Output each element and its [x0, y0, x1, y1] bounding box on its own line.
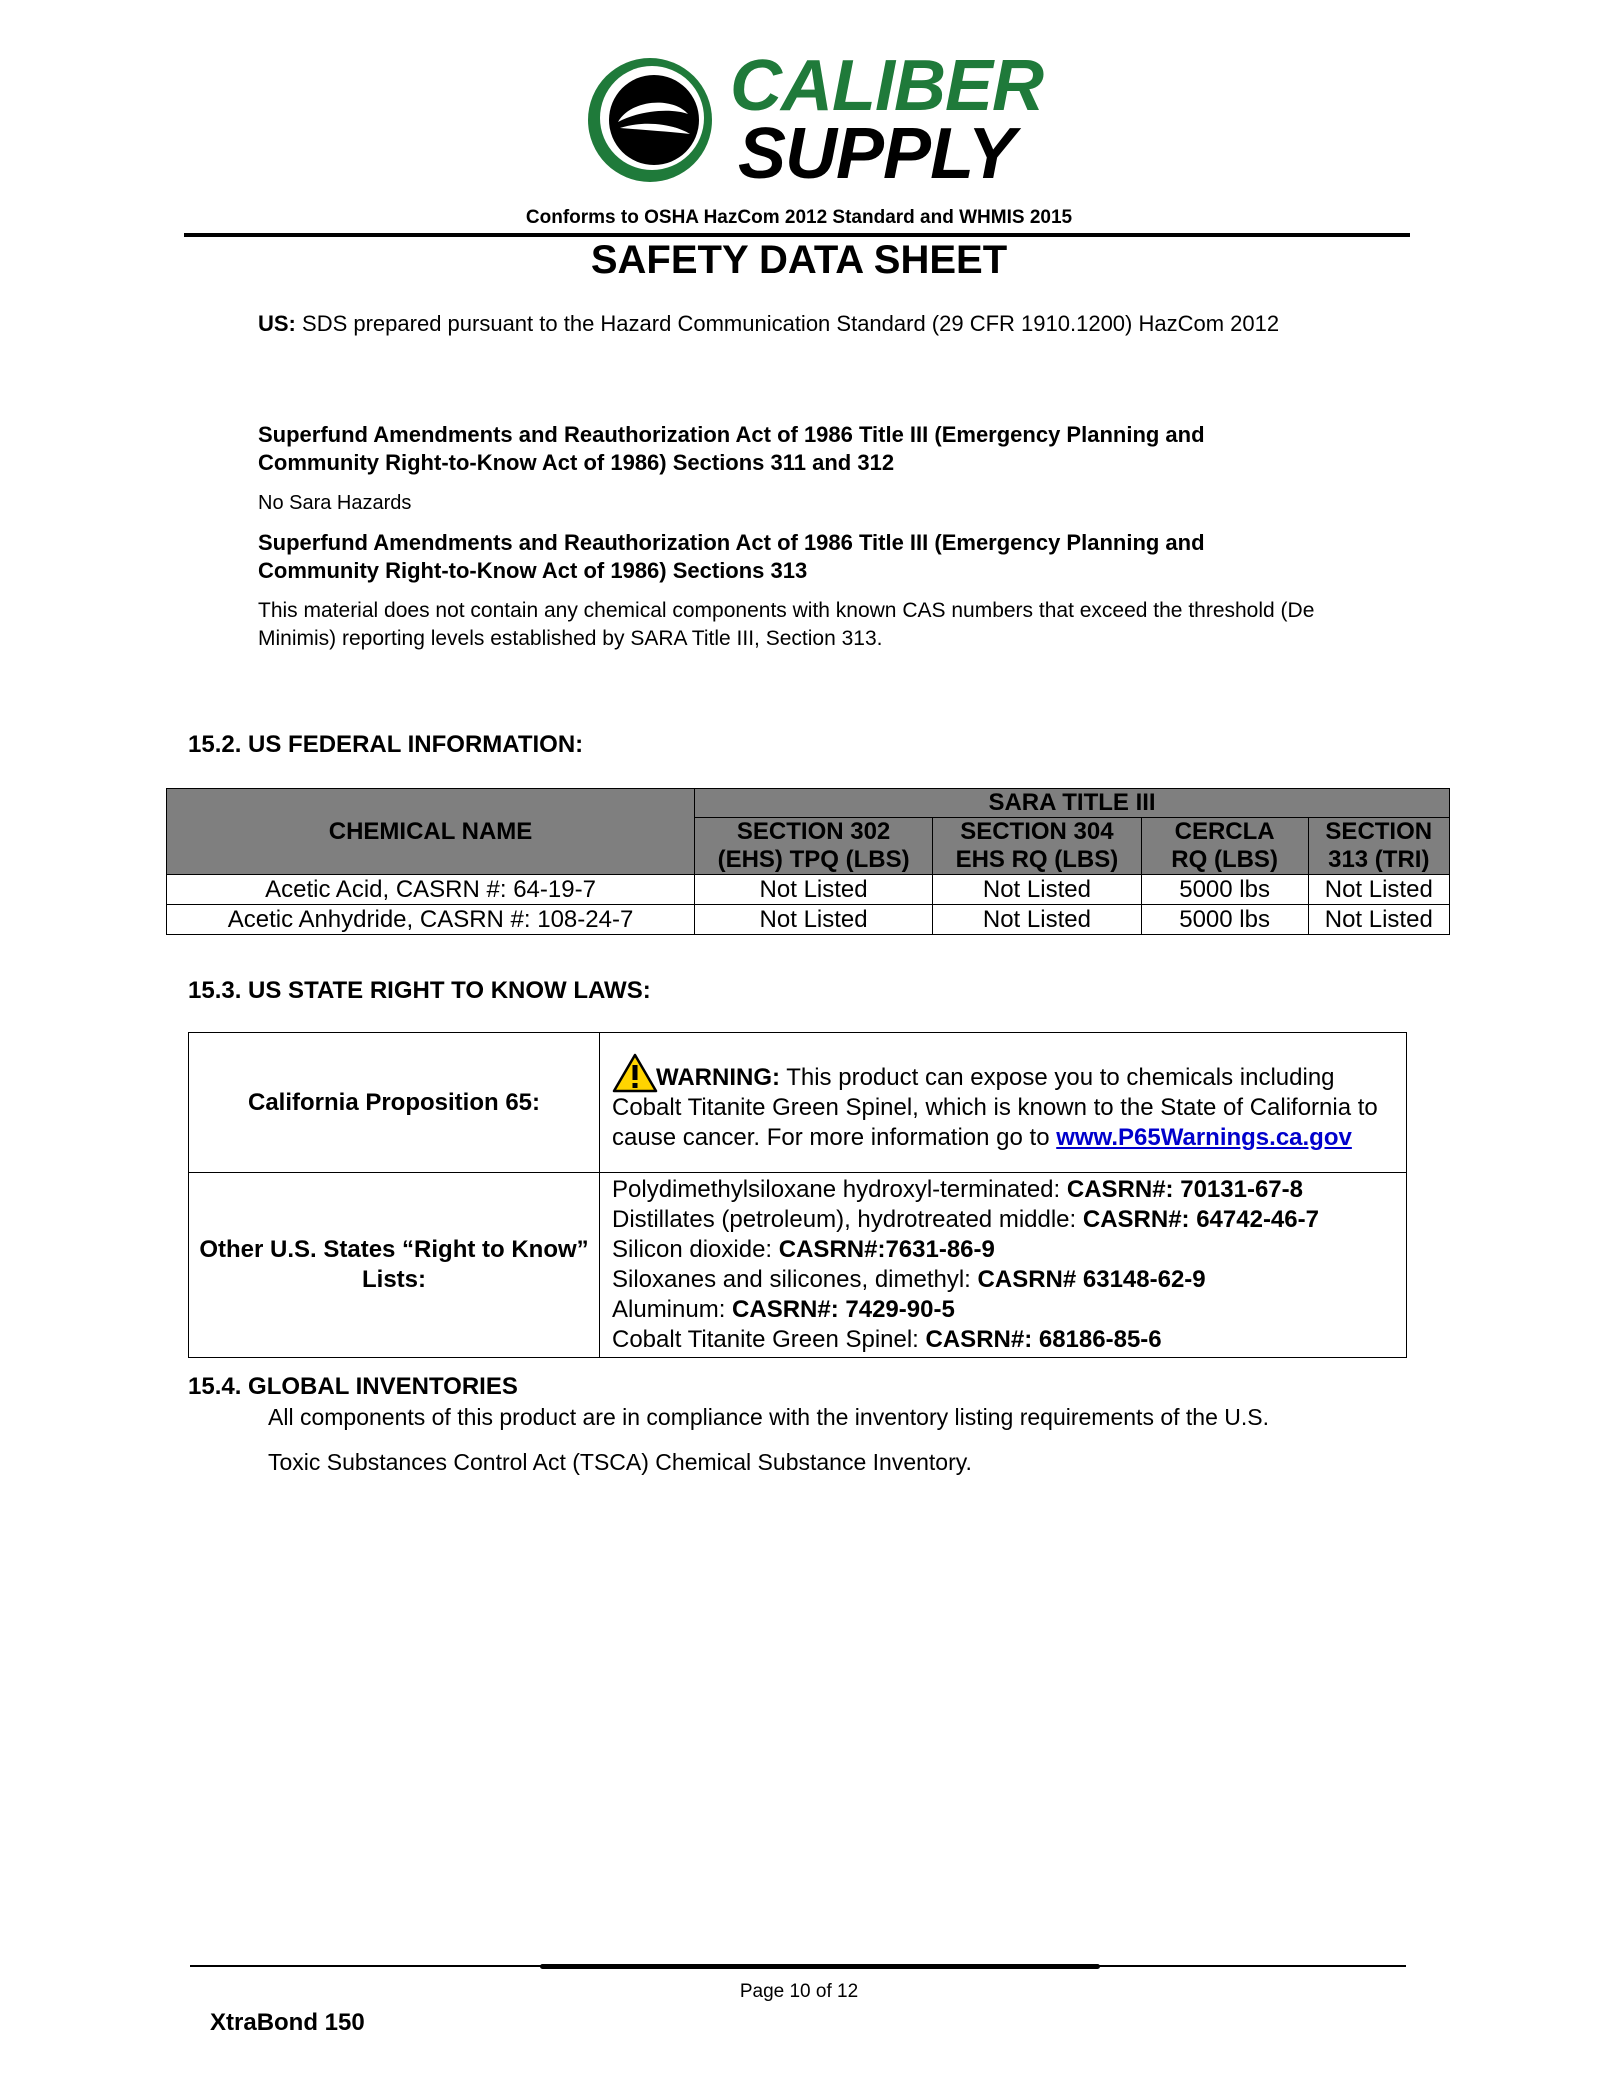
global-text-line2: Toxic Substances Control Act (TSCA) Chemical Substance Inventory. — [268, 1449, 972, 1475]
company-logo — [580, 46, 1043, 194]
s304-cell: Not Listed — [933, 875, 1142, 905]
federal-table — [166, 788, 1450, 935]
us-label: US: — [258, 311, 296, 336]
section-15-2-heading: 15.2. US FEDERAL INFORMATION: — [188, 731, 584, 758]
warning-label: WARNING: — [656, 1063, 780, 1091]
global-text-line1: All components of this product are in compliance with the inventory listing requirements of the U.S. — [268, 1404, 1269, 1430]
other-states-list — [600, 1173, 1407, 1358]
s302-cell: Not Listed — [695, 905, 933, 935]
list-item: Silicon dioxide: CASRN#:7631-86-9 — [612, 1236, 995, 1263]
list-item: Distillates (petroleum), hydrotreated middle: CASRN#: 64742-46-7 — [612, 1206, 1319, 1233]
page-title: SAFETY DATA SHEET — [590, 238, 1008, 282]
sara-title-header: SARA TITLE III — [695, 789, 1450, 818]
list-item: Siloxanes and silicones, dimethyl: CASRN# 63148-62-9 — [612, 1266, 1206, 1293]
section-15-3-heading: 15.3. US STATE RIGHT TO KNOW LAWS: — [188, 977, 651, 1004]
col-section-302: SECTION 302 (EHS) TPQ (LBS) — [695, 818, 933, 875]
sara313-text: This material does not contain any chemical components with known CAS numbers that exceed the threshold (De Minimis) reporting levels established by SARA Title III, Section 313. — [258, 599, 1315, 650]
page-number: Page 10 of 12 — [739, 1981, 859, 2002]
conformance-note: Conforms to OSHA HazCom 2012 Standard and WHMIS 2015 — [525, 207, 1073, 228]
s302-cell: Not Listed — [695, 875, 933, 905]
prop65-label: California Proposition 65: — [189, 1033, 600, 1173]
caliber-swirl-icon — [580, 48, 720, 188]
product-name: XtraBond 150 — [210, 2009, 365, 2036]
cercla-cell: 5000 lbs — [1141, 875, 1308, 905]
state-table — [188, 1032, 1407, 1358]
us-text: SDS prepared pursuant to the Hazard Communication Standard (29 CFR 1910.1200) HazCom 2012 — [302, 311, 1280, 336]
sara311-heading: Superfund Amendments and Reauthorization Act of 1986 Title III (Emergency Planning and Community Right-to-Know Act of 1986) Sections 311 and 312 — [258, 422, 1205, 475]
sara311-text: No Sara Hazards — [258, 492, 412, 514]
col-section-313: SECTION 313 (TRI) — [1308, 818, 1449, 875]
prop65-warning — [600, 1033, 1407, 1173]
logo-caliber: CALIBER — [730, 46, 1043, 126]
p65-warnings-link[interactable]: www.P65Warnings.ca.gov — [1056, 1123, 1352, 1151]
col-chemical-name: CHEMICAL NAME — [167, 789, 695, 875]
table-row — [167, 875, 1450, 905]
cercla-cell: 5000 lbs — [1141, 905, 1308, 935]
us-statement — [258, 310, 1358, 338]
footer-rule-accent — [540, 1964, 1100, 1969]
chemical-name-cell: Acetic Anhydride, CASRN #: 108-24-7 — [167, 905, 695, 935]
chemical-name-cell: Acetic Acid, CASRN #: 64-19-7 — [167, 875, 695, 905]
logo-supply: SUPPLY — [738, 114, 1015, 194]
col-section-304: SECTION 304 EHS RQ (LBS) — [933, 818, 1142, 875]
s313-cell: Not Listed — [1308, 875, 1449, 905]
col-cercla: CERCLA RQ (LBS) — [1141, 818, 1308, 875]
list-item: Polydimethylsiloxane hydroxyl-terminated: CASRN#: 70131-67-8 — [612, 1176, 1303, 1203]
warning-text: This product can expose you to chemicals including Cobalt Titanite Green Spinel, which is known to the State of California to cause cancer. For more information go to — [612, 1063, 1378, 1151]
table-row — [167, 905, 1450, 935]
s313-cell: Not Listed — [1308, 905, 1449, 935]
header-rule — [184, 233, 1410, 237]
section-15-4-heading: 15.4. GLOBAL INVENTORIES — [188, 1373, 518, 1400]
list-item: Aluminum: CASRN#: 7429-90-5 — [612, 1296, 955, 1323]
s304-cell: Not Listed — [933, 905, 1142, 935]
sara313-heading: Superfund Amendments and Reauthorization Act of 1986 Title III (Emergency Planning and Community Right-to-Know Act of 1986) Sections 313 — [258, 530, 1205, 583]
list-item: Cobalt Titanite Green Spinel: CASRN#: 68186-85-6 — [612, 1326, 1162, 1353]
other-states-label: Other U.S. States “Right to Know” Lists: — [189, 1173, 600, 1358]
warning-triangle-icon — [612, 1053, 658, 1093]
